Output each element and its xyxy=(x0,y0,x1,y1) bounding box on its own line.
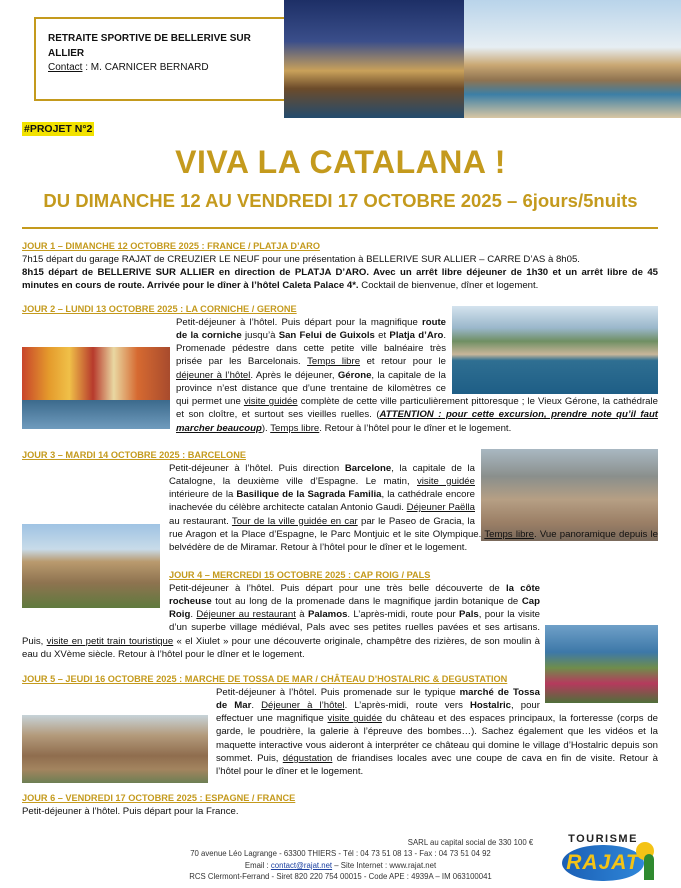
day-6-text: Petit-déjeuner à l’hôtel. Puis départ pour la France. xyxy=(22,805,239,817)
page-subtitle: DU DIMANCHE 12 AU VENDREDI 17 OCTOBRE 2025 – 6jours/5nuits xyxy=(43,190,638,211)
day-5-text: Petit-déjeuner à l’hôtel. Puis promenade sur le typique marché de Tossa de Mar. Déjeuner à l’hôtel. L’après-midi, route vers Hostalric, pour effectuer une magnifique visite guidée du château et des espaces principaux, la forteresse (corps de garde, le poudrière, la galerie à l’épreuve des bombes…). Sachez également que les vidéos et la maquette interactive vous aideront à interpréter ce château qui domine le village d’Hostalric depuis son sommet. Puis, dégustation de friandises locales avec une coupe de cava en fin de visite. Retour à l’hôtel pour le dîner et le logement. xyxy=(216,686,659,778)
hero-photo-night-harbor xyxy=(284,0,464,118)
day-2-section xyxy=(22,303,658,435)
day-6-section xyxy=(22,792,658,818)
contact-line: Contact : M. CARNICER BERNARD xyxy=(48,62,209,73)
day-6-heading: JOUR 6 – VENDREDI 17 OCTOBRE 2025 : ESPAGNE / FRANCE xyxy=(22,793,296,803)
day-5-heading: JOUR 5 – JEUDI 16 OCTOBRE 2025 : MARCHE DE TOSSA DE MAR / CHÂTEAU D’HOSTALRIC & DEGUSTATION xyxy=(22,674,508,684)
org-name: RETRAITE SPORTIVE DE BELLERIVE SUR ALLIER xyxy=(48,33,251,59)
day-4-section xyxy=(22,569,658,690)
day-1-section xyxy=(22,240,658,292)
page-title: VIVA LA CATALANA ! xyxy=(175,144,506,180)
hero-photo-tossa-beach xyxy=(464,0,681,118)
contact-box xyxy=(34,17,288,101)
day-3-heading: JOUR 3 – MARDI 14 OCTOBRE 2025 : BARCELONE xyxy=(22,450,246,460)
day-2-heading: JOUR 2 – LUNDI 13 OCTOBRE 2025 : LA CORNICHE / GERONE xyxy=(22,304,297,314)
day-3-text: Petit-déjeuner à l’hôtel. Puis direction Barcelone, la capitale de la Catalogne, la deuxième ville d’Espagne. Le matin, visite guidée intérieure de la Basilique de la Sagrada Familia, la cathédrale encore inachevée du célèbre architecte catalan Antonio Gaudi. Déjeuner Paëlla au restaurant. Tour de la ville guidée en car par le Paseo de Gracia, la rue Aragon et la Place d’Espagne, le Parc Montjuic et le site Olympique. Temps libre. Vue panoramique depuis le belvédère de de Miramar. Retour à l’hôtel pour le dîner et le logement. xyxy=(169,462,658,554)
tourisme-rajat-logo: TOURISME RAJAT xyxy=(548,832,658,884)
day-4-heading: JOUR 4 – MERCREDI 15 OCTOBRE 2025 : CAP ROIG / PALS xyxy=(169,570,431,580)
day-4-text: Petit-déjeuner à l’hôtel. Puis départ pour une très belle découverte de la côte rocheuse tout au long de la promenade dans le magnifique jardin botanique de Cap Roig. Déjeuner au restaurant à Palamos. L’après-midi, route pour Pals, pour la visite d’un superbe village médiéval, Pals avec ses petites ruelles pavées et ses artisans. Puis, visite en petit train touristique « el Xiulet » pour une découverte originale, champêtre des rizières, de son moulin à eau du XVème siècle. Retour à l’hôtel pour le dîner et le logement. xyxy=(22,582,540,660)
day-2-text: Petit-déjeuner à l’hôtel. Puis départ pour la magnifique route de la corniche jusqu’à San Felui de Guixols et Platja d’Aro. Promenade pédestre dans cette petite ville balnéaire très prisée par les Barcelonais. Temps libre et retour pour le déjeuner à l’hôtel. Après le déjeuner, Gérone, la capitale de la province n’est distance que d’une trentaine de kilomètres ce qui permet une visite guidée complète de cette ville particulièrement pittoresque ; le Vieux Gérone, la cathédrale et son cloître, et surtout ses vieilles ruelles. (ATTENTION : pour cette excursion, prendre note qu’il faut marcher beaucoup). Temps libre. Retour à l’hôtel pour le dîner et le logement. xyxy=(176,316,658,434)
day-3-section xyxy=(22,449,658,564)
day-1-line-1: 7h15 départ du garage RAJAT de CREUZIER LE NEUF pour une présentation à BELLERIVE SUR ALLIER – CARRE D’AS à 8h05. xyxy=(22,253,580,265)
divider xyxy=(22,227,658,229)
day-1-line-2: 8h15 départ de BELLERIVE SUR ALLIER en direction de PLATJA D’ARO. Avec un arrêt libre déjeuner de 1h30 et un arrêt libre de 45 minutes en cours de route. Arrivée pour le dîner à l’hôtel Caleta Palace 4*. Cocktail de bienvenue, dîner et logement. xyxy=(22,266,658,292)
projet-tag: #PROJET N°2 xyxy=(24,123,93,135)
email-link[interactable]: contact@rajat.net xyxy=(270,860,333,870)
footer-address: 70 avenue Léo Lagrange - 63300 THIERS - Tél : 04 73 51 08 13 - Fax : 04 73 51 04 92 xyxy=(190,849,491,859)
day-5-section xyxy=(22,673,658,780)
palm-icon xyxy=(644,854,654,880)
footer-capital: SARL au capital social de 330 100 € xyxy=(407,838,534,847)
footer-contact: Email : contact@rajat.net – Site Internet : www.rajat.net xyxy=(244,860,437,870)
footer-rcs: RCS Clermont-Ferrand - Siret 820 220 754 00015 - Code APE : 4939A – IM 063100041 xyxy=(189,871,492,881)
day-1-heading: JOUR 1 – DIMANCHE 12 OCTOBRE 2025 : FRANCE / PLATJA D’ARO xyxy=(22,241,320,251)
